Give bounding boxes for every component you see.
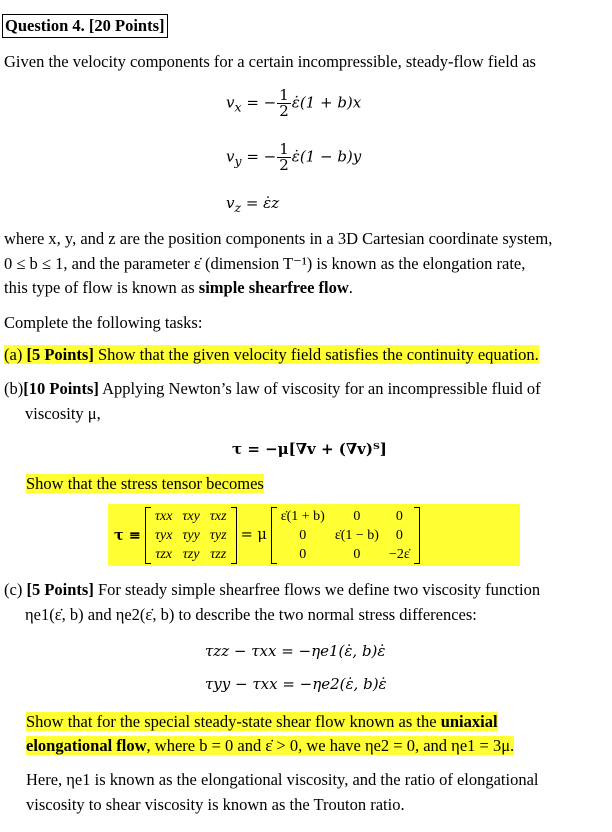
tau-cell: τzy <box>182 546 200 562</box>
result-cell: 0 <box>353 508 361 524</box>
part-c-text-1: For steady simple shearfree flows we define two viscosity function <box>93 580 541 599</box>
elongational-flow-term: elongational flow <box>26 736 147 755</box>
part-c-show-line-2-highlight <box>26 736 514 755</box>
vx-symbol: v <box>226 93 235 112</box>
result-cell: −2ε̇ <box>388 546 410 562</box>
tau-component-matrix <box>145 507 237 564</box>
part-b-show-text: Show that the stress tensor becomes <box>26 474 264 493</box>
normal-stress-equation-1: τzz − τxx = −ηe1(ε̇, b)ε̇ <box>205 642 386 660</box>
vx-half-numerator: 1 <box>279 86 289 104</box>
tau-cell: τxy <box>182 508 200 524</box>
vx-equals: = − <box>241 93 277 112</box>
tau-cell: τxz <box>209 508 227 524</box>
tau-cell: τzz <box>210 546 227 562</box>
vy-subscript: y <box>234 153 242 169</box>
part-a-text: Show that the given velocity field satisfies the continuity equation. <box>93 345 539 364</box>
part-a-points: [5 Points] <box>26 345 94 364</box>
where-line-3 <box>4 276 594 301</box>
part-c-show <box>26 710 592 758</box>
vz-symbol: v <box>226 194 235 212</box>
result-cell: 0 <box>299 527 307 543</box>
result-matrix <box>271 507 420 564</box>
part-c-show-line-1 <box>26 710 592 734</box>
result-row-2 <box>276 526 415 545</box>
here-line-2: viscosity to shear viscosity is known as the Trouton ratio. <box>26 794 405 814</box>
part-b-line-2: viscosity μ, <box>25 403 101 423</box>
part-c-label: (c) <box>4 580 23 599</box>
part-b-text-1: Applying Newton’s law of viscosity for an incompressible fluid of <box>98 379 541 398</box>
part-b-intro <box>4 377 594 426</box>
equation-vx <box>226 88 361 119</box>
part-b-show <box>26 472 264 496</box>
tau-row-1 <box>150 507 232 526</box>
equals-mu: = μ <box>240 527 267 543</box>
result-cell: 0 <box>395 508 403 524</box>
result-row-1 <box>276 507 415 526</box>
part-b-label: (b) <box>4 379 24 398</box>
result-cell: ε̇(1 − b) <box>334 527 379 543</box>
vy-symbol: v <box>226 147 235 166</box>
part-c-show-text-1: Show that for the special steady-state shear flow known as the <box>26 712 441 731</box>
tau-cell: τyz <box>209 527 227 543</box>
vy-half-fraction <box>277 142 291 173</box>
where-line-2: 0 ≤ b ≤ 1, and the parameter ε̇ (dimension T⁻¹) is known as the elongation rate, <box>4 253 526 273</box>
part-c-show-line-1-highlight <box>26 712 498 731</box>
result-row-3 <box>276 545 415 564</box>
where-line-1: where x, y, and z are the position components in a 3D Cartesian coordinate system, <box>4 229 553 248</box>
result-table <box>276 507 415 564</box>
tau-cell: τxx <box>154 508 173 524</box>
where-paragraph <box>4 227 594 301</box>
vz-subscript: z <box>234 200 242 215</box>
part-a <box>4 343 539 367</box>
result-cell: 0 <box>353 546 361 562</box>
part-a-label: (a) <box>4 345 23 364</box>
uniaxial-term: uniaxial <box>440 712 498 731</box>
part-c-line-2: ηe1(ε̇, b) and ηe2(ε̇, b) to describe the two normal stress differences: <box>25 604 477 624</box>
vx-half-fraction <box>277 88 291 119</box>
vy-equals: = − <box>241 147 277 166</box>
part-a-highlight <box>4 345 539 364</box>
vy-half-denominator: 2 <box>279 156 289 174</box>
part-b-line-1 <box>4 377 594 402</box>
vy-rhs: ε̇(1 − b)y <box>291 147 362 166</box>
vy-half-numerator: 1 <box>279 140 289 158</box>
vx-subscript: x <box>234 99 242 115</box>
question-title: Question 4. [20 Points] <box>2 14 168 38</box>
simple-shearfree-flow-term: simple shearfree flow <box>198 278 349 297</box>
part-c-points: [5 Points] <box>26 580 94 599</box>
where-line-3-start: this type of flow is known as <box>4 278 199 297</box>
result-cell: ε̇(1 + b) <box>280 508 325 524</box>
part-c-line-1 <box>4 578 594 603</box>
stress-tensor-equation <box>108 504 520 566</box>
here-paragraph <box>26 768 592 817</box>
tau-cell: τzx <box>155 546 173 562</box>
vz-rhs: = ε̇z <box>241 194 280 212</box>
newton-viscosity-equation: τ = −μ[∇v + (∇v)ᵀ] <box>232 440 387 458</box>
result-cell: 0 <box>395 527 403 543</box>
part-b-points: [10 Points] <box>23 379 99 398</box>
part-c-show-text-2: , where b = 0 and ε̇ > 0, we have ηe2 = 0, and ηe1 = 3μ. <box>146 736 515 755</box>
tau-cell: τyx <box>154 527 173 543</box>
result-cell: 0 <box>299 546 307 562</box>
part-c-show-line-2 <box>26 734 592 758</box>
tau-row-3 <box>150 545 232 564</box>
here-line-1: Here, ηe1 is known as the elongational viscosity, and the ratio of elongational <box>26 770 539 789</box>
vx-rhs: ε̇(1 + b)x <box>291 93 362 112</box>
equation-vy <box>226 142 361 173</box>
normal-stress-equation-2: τyy − τxx = −ηe2(ε̇, b)ε̇ <box>205 675 387 693</box>
tau-cell: τyy <box>182 527 200 543</box>
tasks-intro: Complete the following tasks: <box>4 313 203 332</box>
equation-vz <box>226 194 279 215</box>
intro-text: Given the velocity components for a certain incompressible, steady-flow field as <box>4 52 536 71</box>
part-c-intro <box>4 578 594 627</box>
vx-half-denominator: 2 <box>279 102 289 120</box>
tau-definition: τ ≡ <box>114 526 141 544</box>
tau-component-table <box>150 507 232 564</box>
tau-row-2 <box>150 526 232 545</box>
where-line-3-end: . <box>348 278 353 297</box>
